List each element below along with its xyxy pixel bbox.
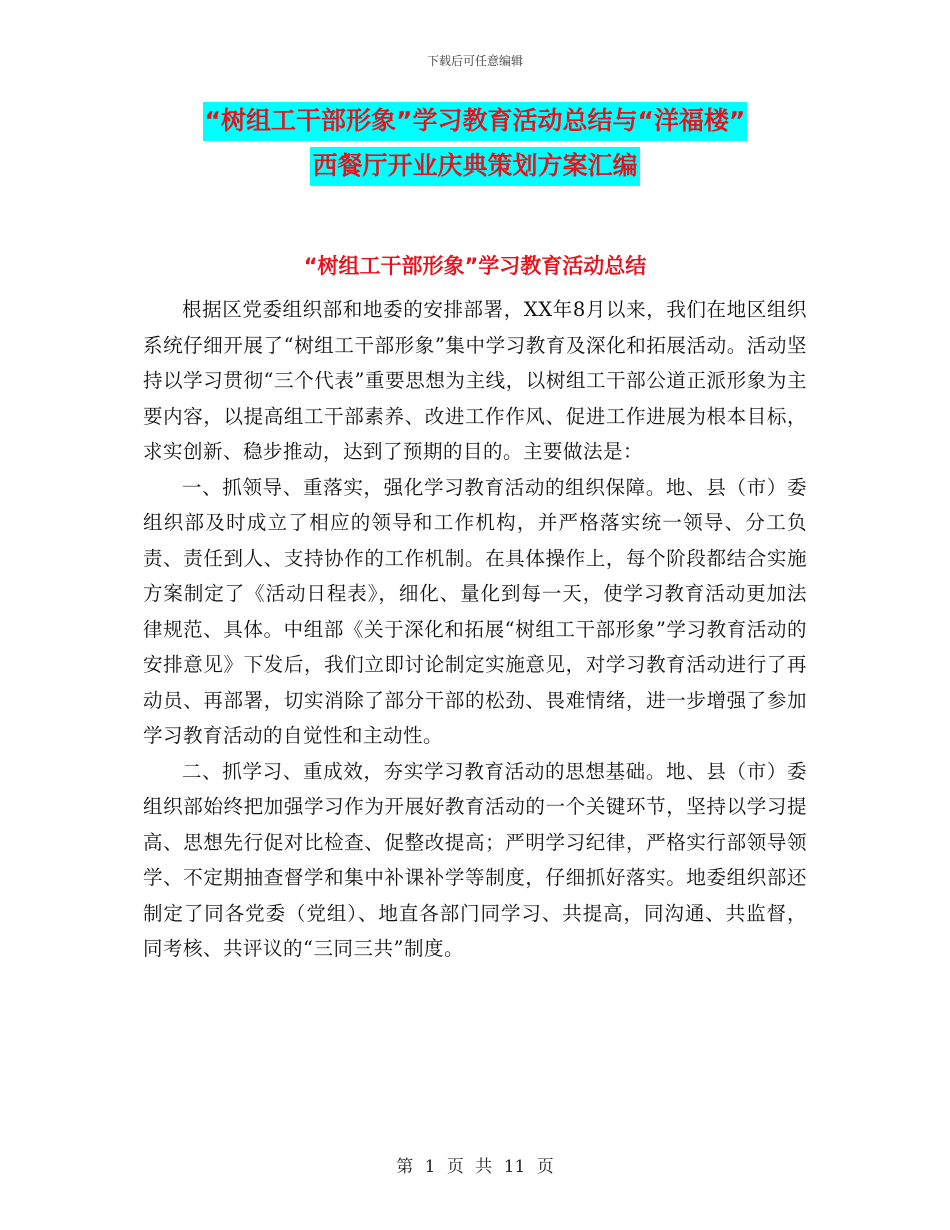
document-title-line-2-text: 西餐厅开业庆典策划方案汇编	[310, 147, 639, 186]
page-header-note: 下载后可任意编辑	[426, 54, 523, 68]
document-title-line-2	[0, 153, 950, 178]
body-paragraph-2: 二、抓学习、重成效，夯实学习教育活动的思想基础。地、县（市）委组织部始终把加强学习作为开展好教育活动的一个关键环节，坚持以学习提高、思想先行促对比检查、促整改提高；严明学习纪律，严格实行部领导领学、不定期抽查督学和集中补课补学等制度，仔细抓好落实。地委组织部还制定了同各党委（党组）、地直各部门同学习、共提高，同沟通、共监督，同考核、共评议的“三同三共”制度。	[143, 759, 807, 960]
document-title	[0, 108, 950, 198]
body-paragraph-intro: 根据区党委组织部和地委的安排部署，XX年8月以来，我们在地区组织系统仔细开展了“树组工干部形象”集中学习教育及深化和拓展活动。活动坚持以学习贯彻“三个代表”重要思想为主线，以树组工干部公道正派形象为主要内容，以提高组工干部素养、改进工作作风、促进工作进展为根本目标，求实创新、稳步推动，达到了预期的目的。主要做法是：	[143, 298, 807, 463]
section-heading: “树组工干部形象”学习教育活动总结	[303, 254, 647, 278]
page-number-footer: 第 1 页 共 11 页	[396, 1157, 554, 1177]
document-title-line-1	[0, 108, 950, 133]
document-title-line-1-text: “树组工干部形象”学习教育活动总结与“洋福楼”	[203, 102, 748, 141]
body-paragraph-1: 一、抓领导、重落实，强化学习教育活动的组织保障。地、县（市）委组织部及时成立了相应的领导和工作机构，并严格落实统一领导、分工负责、责任到人、支持协作的工作机制。在具体操作上，每个阶段都结合实施方案制定了《活动日程表》，细化、量化到每一天，使学习教育活动更加法律规范、具体。中组部《关于深化和拓展“树组工干部形象”学习教育活动的安排意见》下发后，我们立即讨论制定实施意见，对学习教育活动进行了再动员、再部署，切实消除了部分干部的松劲、畏难情绪，进一步增强了参加学习教育活动的自觉性和主动性。	[143, 475, 807, 747]
document-body	[143, 292, 807, 967]
